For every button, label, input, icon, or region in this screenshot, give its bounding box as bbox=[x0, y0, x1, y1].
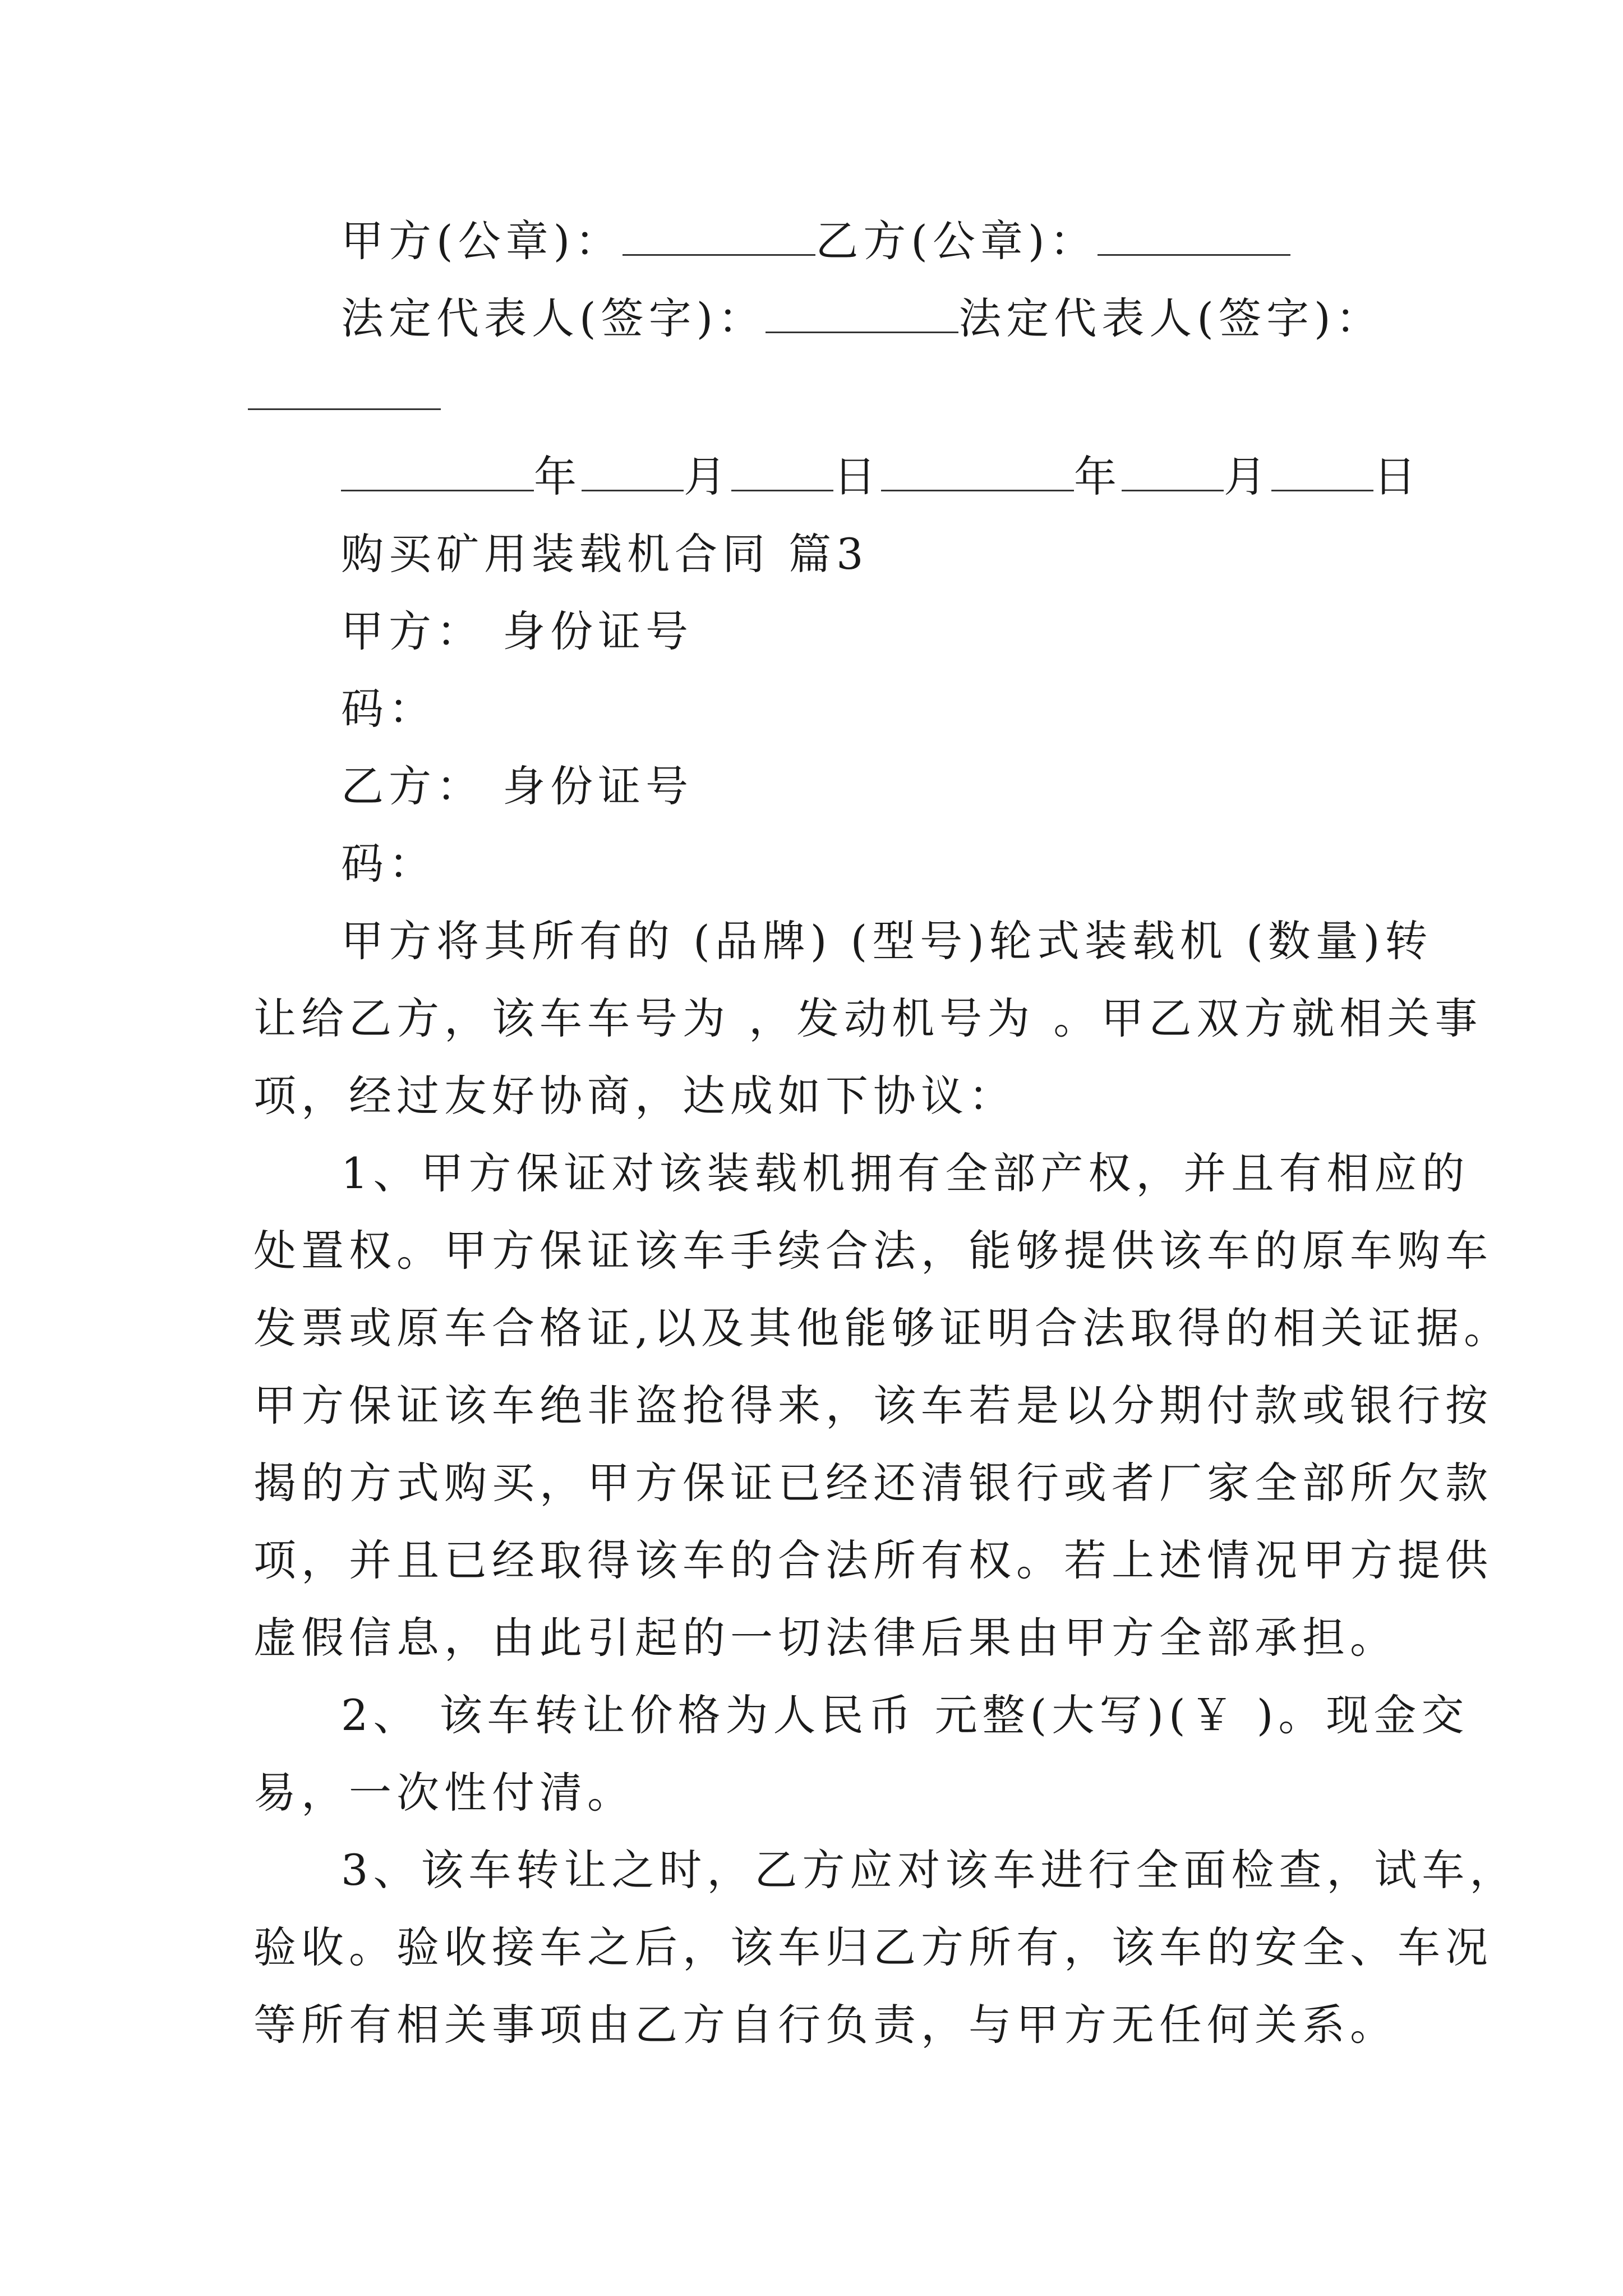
party-a-rep-label: 法定代表人(签字)： bbox=[341, 293, 766, 343]
clause1-line: 发票或原车合格证,以及其他能够证明合法取得的相关证据。 bbox=[253, 1303, 1512, 1353]
date-a-year-blank bbox=[341, 454, 534, 491]
party-b-id-line: 乙方： 身份证号 bbox=[341, 761, 694, 811]
seal-line bbox=[341, 213, 1407, 269]
date-b-month: 月 bbox=[1224, 452, 1271, 501]
date-a-day: 日 bbox=[833, 452, 881, 501]
party-a-id-line: 甲方： 身份证号 bbox=[341, 606, 694, 656]
date-a-month-blank bbox=[582, 454, 684, 491]
party-a-id-cont: 码： bbox=[341, 684, 436, 734]
party-b-id-cont: 码： bbox=[341, 839, 436, 889]
date-a-year: 年 bbox=[534, 452, 582, 501]
party-b-seal-label: 乙方(公章)： bbox=[815, 216, 1098, 266]
clause3-line: 3、该车转让之时，乙方应对该车进行全面检查，试车， bbox=[341, 1845, 1518, 1895]
intro-line: 项，经过友好协商，达成如下协议： bbox=[253, 1071, 1016, 1121]
party-b-rep-label: 法定代表人(签字)： bbox=[958, 293, 1384, 343]
clause1-line: 项，并且已经取得该车的合法所有权。若上述情况甲方提供 bbox=[253, 1535, 1493, 1585]
date-b-year: 年 bbox=[1074, 452, 1122, 501]
contract-heading: 购买矿用装载机合同 篇3 bbox=[341, 529, 869, 579]
date-line bbox=[341, 449, 1421, 505]
party-a-rep-blank bbox=[766, 296, 958, 333]
date-b-day-blank bbox=[1271, 454, 1373, 491]
date-b-month-blank bbox=[1122, 454, 1224, 491]
clause1-line: 甲方保证该车绝非盗抢得来，该车若是以分期付款或银行按 bbox=[253, 1381, 1493, 1430]
date-a-month: 月 bbox=[684, 452, 731, 501]
representative-line bbox=[341, 291, 1407, 347]
party-b-seal-blank bbox=[1098, 218, 1290, 256]
date-a-day-blank bbox=[731, 454, 833, 491]
party-a-seal-blank bbox=[623, 218, 815, 256]
clause3-line: 等所有相关事项由乙方自行负责，与甲方无任何关系。 bbox=[253, 2000, 1398, 2050]
clause3-line: 验收。验收接车之后，该车归乙方所有，该车的安全、车况 bbox=[253, 1922, 1493, 1972]
clause1-line: 1、甲方保证对该装载机拥有全部产权，并且有相应的 bbox=[341, 1148, 1470, 1198]
date-b-day: 日 bbox=[1373, 452, 1421, 501]
clause1-line: 处置权。甲方保证该车手续合法，能够提供该车的原车购车 bbox=[253, 1226, 1493, 1276]
clause1-line: 虚假信息，由此引起的一切法律后果由甲方全部承担。 bbox=[253, 1613, 1398, 1663]
intro-line: 让给乙方，该车车号为 ，发动机号为 。甲乙双方就相关事 bbox=[253, 993, 1483, 1043]
clause2-line: 2、 该车转让价格为人民币 元整(大写)(￥ )。现金交 bbox=[341, 1690, 1469, 1740]
party-b-rep-blank bbox=[248, 408, 441, 410]
clause1-line: 揭的方式购买，甲方保证已经还清银行或者厂家全部所欠款 bbox=[253, 1458, 1493, 1508]
clause2-line: 易，一次性付清。 bbox=[253, 1768, 635, 1818]
date-b-year-blank bbox=[881, 454, 1074, 491]
intro-line: 甲方将其所有的 (品牌) (型号)轮式装载机 (数量)转 bbox=[341, 916, 1433, 966]
party-a-seal-label: 甲方(公章)： bbox=[341, 216, 623, 266]
